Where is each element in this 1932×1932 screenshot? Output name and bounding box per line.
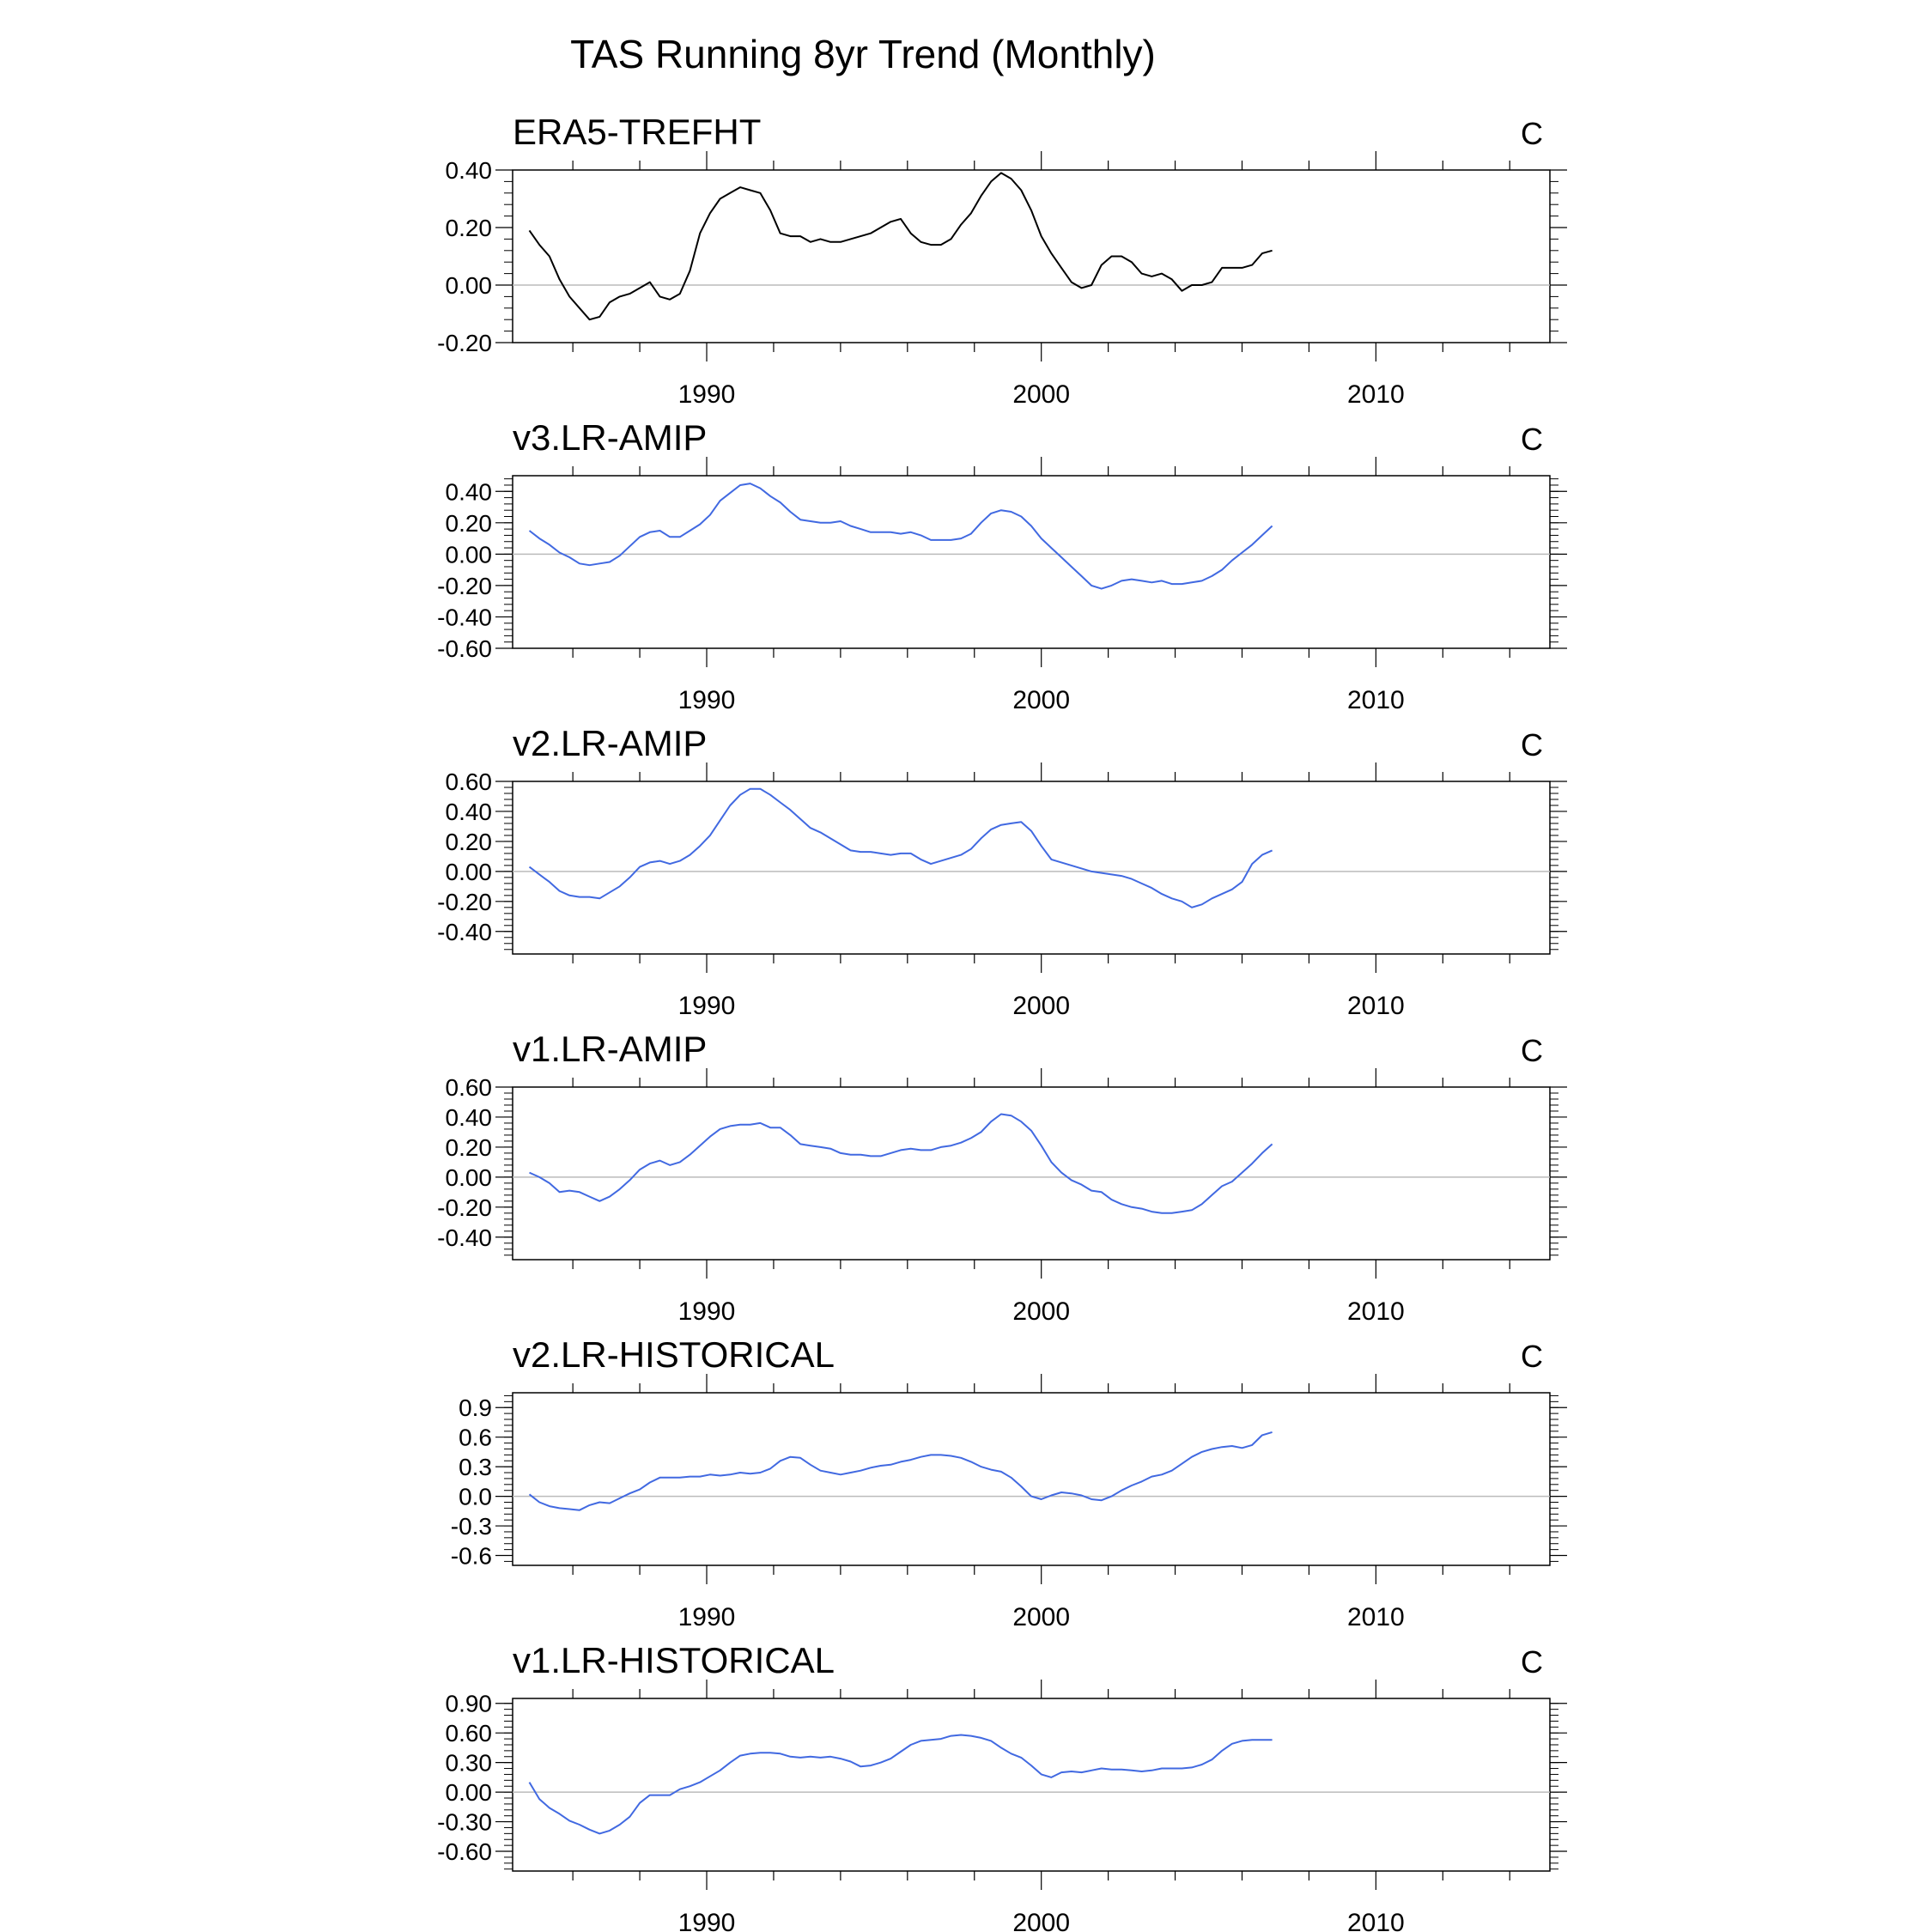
y-tick-label: 0.00: [445, 272, 492, 299]
x-tick-label: 1990: [677, 992, 736, 1020]
series-line: [530, 173, 1273, 319]
plot-frame: [513, 170, 1550, 343]
y-tick-label: 0.40: [445, 798, 492, 825]
y-tick-label: 0.00: [445, 858, 492, 885]
y-tick-label: -0.30: [437, 1808, 492, 1836]
x-tick-label: 2000: [1012, 1603, 1071, 1631]
series-line: [530, 1432, 1273, 1510]
y-tick-label: -0.20: [437, 888, 492, 915]
panel-title: v3.LR-AMIP: [513, 417, 708, 458]
x-tick-label: 2010: [1346, 1603, 1405, 1631]
y-tick-label: 0.60: [445, 769, 492, 795]
y-tick-label: 0.00: [445, 1779, 492, 1807]
y-tick-label: -0.20: [437, 572, 492, 599]
y-tick-label: -0.40: [437, 604, 492, 631]
series-line: [530, 789, 1273, 908]
y-tick-label: 0.60: [445, 1074, 492, 1101]
panel-4: [437, 1029, 1567, 1326]
panel-unit: C: [1521, 727, 1543, 762]
x-tick-label: 1990: [677, 686, 736, 714]
y-tick-label: 0.00: [445, 1163, 492, 1191]
y-tick-label: -0.6: [450, 1542, 492, 1570]
y-tick-label: -0.40: [437, 918, 492, 945]
panel-3: [437, 723, 1567, 1020]
panel-unit: C: [1521, 1339, 1543, 1374]
y-tick-label: 0.40: [445, 157, 492, 184]
panel-title: v1.LR-AMIP: [513, 1029, 708, 1069]
x-tick-label: 2000: [1012, 992, 1071, 1020]
series-line: [530, 1115, 1273, 1213]
x-tick-label: 1990: [677, 1297, 736, 1326]
plot-frame: [513, 781, 1550, 954]
y-tick-label: 0.40: [445, 478, 492, 506]
x-tick-label: 1990: [677, 380, 736, 409]
y-tick-label: 0.60: [445, 1720, 492, 1747]
x-tick-label: 2010: [1346, 1297, 1405, 1326]
x-tick-label: 2000: [1012, 1297, 1071, 1326]
y-tick-label: 0.30: [445, 1749, 492, 1777]
chart-title: TAS Running 8yr Trend (Monthly): [570, 32, 1156, 76]
y-tick-label: 0.00: [445, 541, 492, 568]
plot-frame: [513, 476, 1550, 648]
y-tick-label: -0.20: [437, 1194, 492, 1221]
y-tick-label: -0.3: [450, 1513, 492, 1540]
panel-title: ERA5-TREFHT: [513, 112, 762, 152]
y-tick-label: 0.0: [459, 1483, 492, 1510]
x-tick-label: 2010: [1346, 380, 1405, 409]
y-tick-label: -0.20: [437, 330, 492, 356]
x-tick-label: 1990: [677, 1909, 736, 1932]
panel-title: v2.LR-HISTORICAL: [513, 1334, 835, 1375]
x-tick-label: 2010: [1346, 992, 1405, 1020]
y-tick-label: -0.60: [437, 1838, 492, 1866]
panel-unit: C: [1521, 116, 1543, 151]
panel-unit: C: [1521, 1033, 1543, 1068]
y-tick-label: -0.60: [437, 635, 492, 662]
y-tick-label: 0.40: [445, 1103, 492, 1131]
panel-1: [437, 112, 1567, 409]
plot-frame: [513, 1393, 1550, 1565]
x-tick-label: 2000: [1012, 686, 1071, 714]
panel-2: [437, 417, 1567, 714]
series-line: [530, 1735, 1273, 1834]
panel-title: v2.LR-AMIP: [513, 723, 708, 763]
panel-5: [451, 1334, 1567, 1631]
plot-frame: [513, 1698, 1550, 1871]
x-tick-label: 1990: [677, 1603, 736, 1631]
y-tick-label: 0.3: [459, 1454, 492, 1481]
panel-unit: C: [1521, 1644, 1543, 1680]
panel-6: [437, 1640, 1567, 1932]
plot-frame: [513, 1087, 1550, 1260]
y-tick-label: 0.20: [445, 215, 492, 241]
panel-unit: C: [1521, 422, 1543, 457]
x-tick-label: 2000: [1012, 1909, 1071, 1932]
series-line: [530, 483, 1273, 589]
x-tick-label: 2010: [1346, 1909, 1405, 1932]
y-tick-label: 0.20: [445, 509, 492, 537]
panel-title: v1.LR-HISTORICAL: [513, 1640, 835, 1680]
y-tick-label: 0.6: [459, 1424, 492, 1451]
y-tick-label: -0.40: [437, 1224, 492, 1251]
x-tick-label: 2010: [1346, 686, 1405, 714]
x-tick-label: 2000: [1012, 380, 1071, 409]
y-tick-label: 0.20: [445, 828, 492, 855]
y-tick-label: 0.90: [445, 1690, 492, 1717]
y-tick-label: 0.9: [459, 1394, 492, 1422]
y-tick-label: 0.20: [445, 1133, 492, 1161]
